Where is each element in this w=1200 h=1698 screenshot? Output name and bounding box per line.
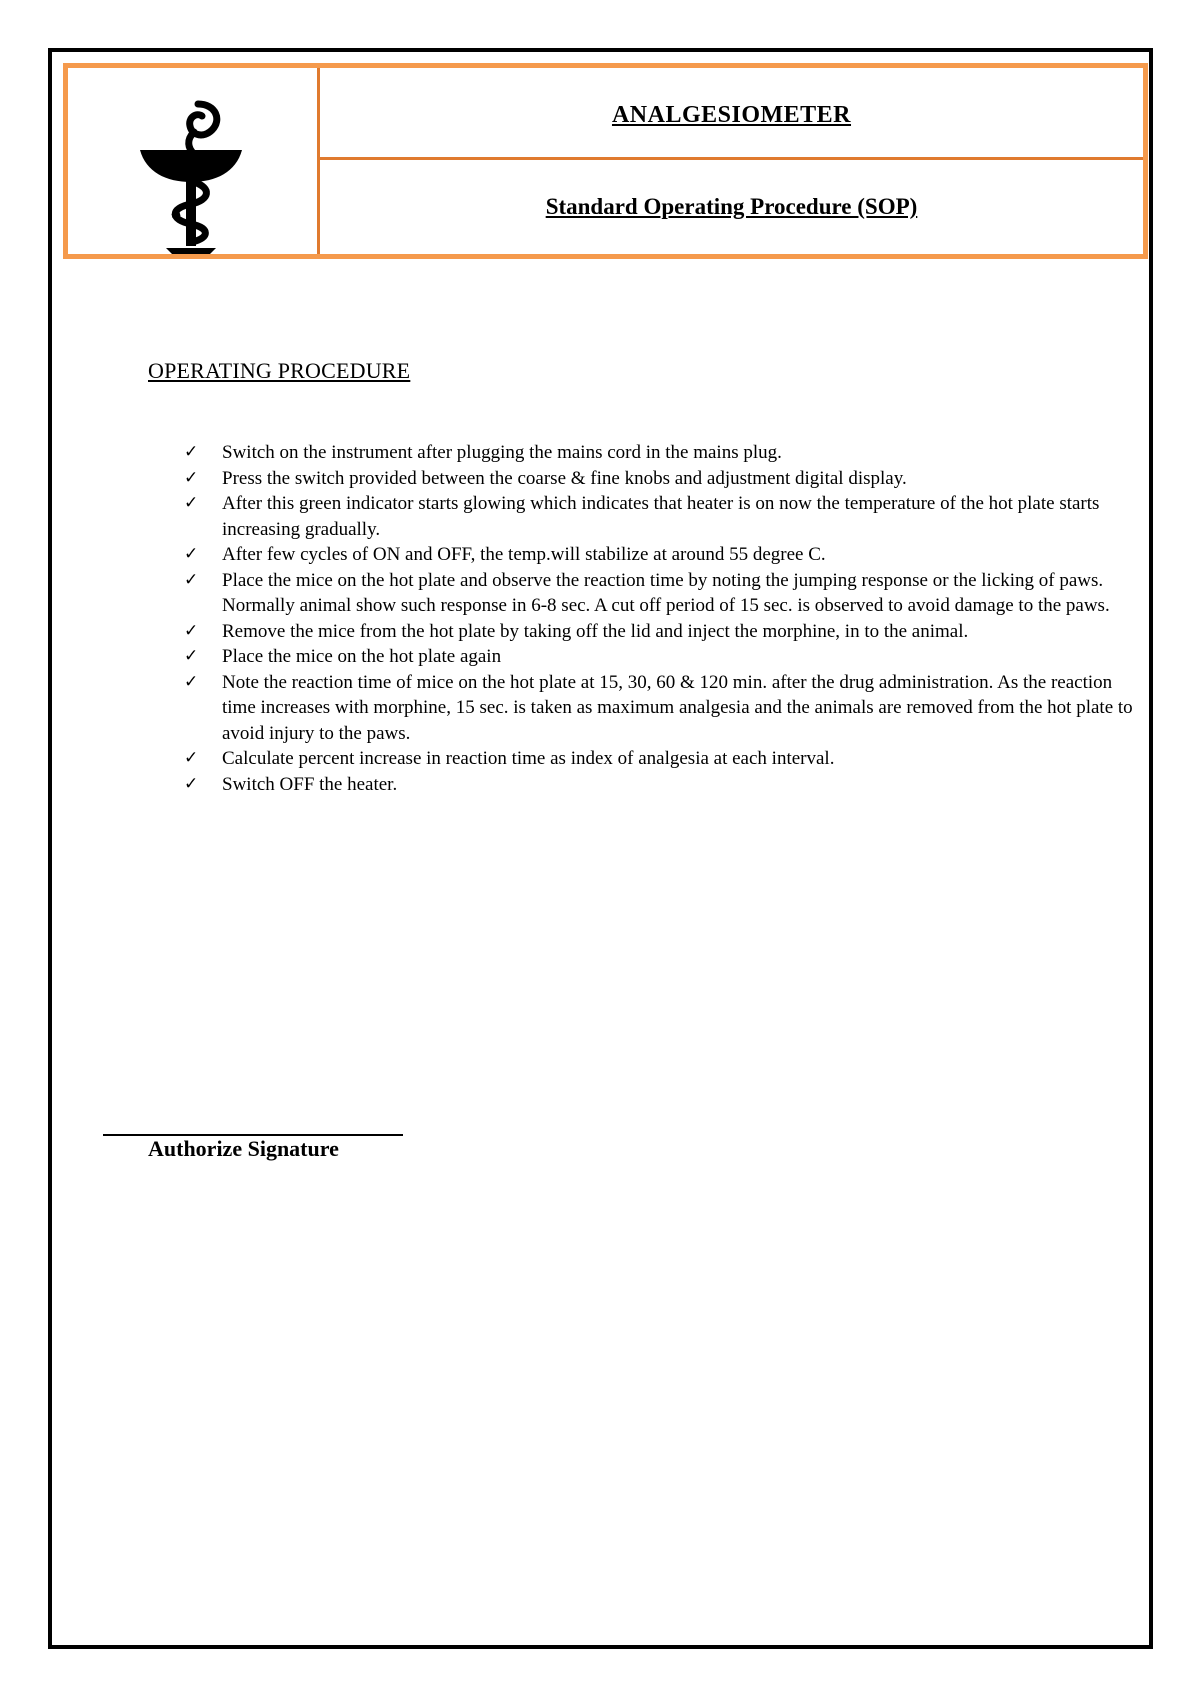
step-text: After few cycles of ON and OFF, the temp.will stabilize at around 55 degree C. xyxy=(222,544,826,565)
document-subtitle: Standard Operating Procedure (SOP) xyxy=(545,194,918,219)
checkmark-icon: ✓ xyxy=(184,748,199,768)
bowl-of-hygieia-icon xyxy=(136,96,246,256)
checkmark-icon: ✓ xyxy=(184,671,199,692)
list-item xyxy=(180,670,1150,747)
signature-label: Authorize Signature xyxy=(148,1136,339,1161)
list-item xyxy=(180,466,1150,492)
step-text: Remove the mice from the hot plate by taking off the lid and inject the morphine, in to the animal. xyxy=(222,620,969,642)
checkmark-icon: ✓ xyxy=(184,773,199,794)
checkmark-icon: ✓ xyxy=(184,442,199,462)
page-border xyxy=(48,48,1153,1649)
list-item xyxy=(180,491,1150,542)
checkmark-icon: ✓ xyxy=(184,646,199,666)
subtitle-cell xyxy=(320,160,1143,254)
step-text: Switch on the instrument after plugging the mains cord in the mains plug. xyxy=(222,442,782,463)
checkmark-icon: ✓ xyxy=(184,493,199,513)
procedure-steps-list xyxy=(180,440,1150,797)
checkmark-icon: ✓ xyxy=(184,544,199,564)
step-text: Place the mice on the hot plate again xyxy=(222,646,502,667)
step-text: After this green indicator starts glowing which indicates that heater is on now the temperature of the hot plate starts increasing gradually. xyxy=(222,493,1100,540)
logo-cell xyxy=(68,68,320,254)
list-item xyxy=(180,746,1150,772)
checkmark-icon: ✓ xyxy=(184,620,199,641)
step-text: Note the reaction time of mice on the hot plate at 15, 30, 60 & 120 min. after the drug administration. As the reaction time increases with morphine, 15 sec. is taken as maximum analgesia and the animals are removed from the hot plate to avoid injury to the paws. xyxy=(222,671,1133,744)
title-cell xyxy=(320,68,1143,160)
checkmark-icon: ✓ xyxy=(184,467,199,488)
step-text: Place the mice on the hot plate and observe the reaction time by noting the jumping response or the licking of paws. Normally animal show such response in 6-8 sec. A cut off period of 15 sec. is observed to avoid damage to the paws. xyxy=(222,569,1110,616)
step-text: Press the switch provided between the coarse & fine knobs and adjustment digital display. xyxy=(222,467,907,489)
list-item xyxy=(180,542,1150,568)
list-item xyxy=(180,568,1150,619)
section-heading: OPERATING PROCEDURE xyxy=(148,358,411,383)
document-title: ANALGESIOMETER xyxy=(611,102,852,128)
header-box xyxy=(63,63,1148,259)
list-item xyxy=(180,772,1150,798)
list-item xyxy=(180,619,1150,645)
step-text: Switch OFF the heater. xyxy=(222,773,398,795)
list-item xyxy=(180,440,1150,466)
list-item xyxy=(180,644,1150,670)
checkmark-icon: ✓ xyxy=(184,569,199,590)
step-text: Calculate percent increase in reaction time as index of analgesia at each interval. xyxy=(222,748,835,769)
